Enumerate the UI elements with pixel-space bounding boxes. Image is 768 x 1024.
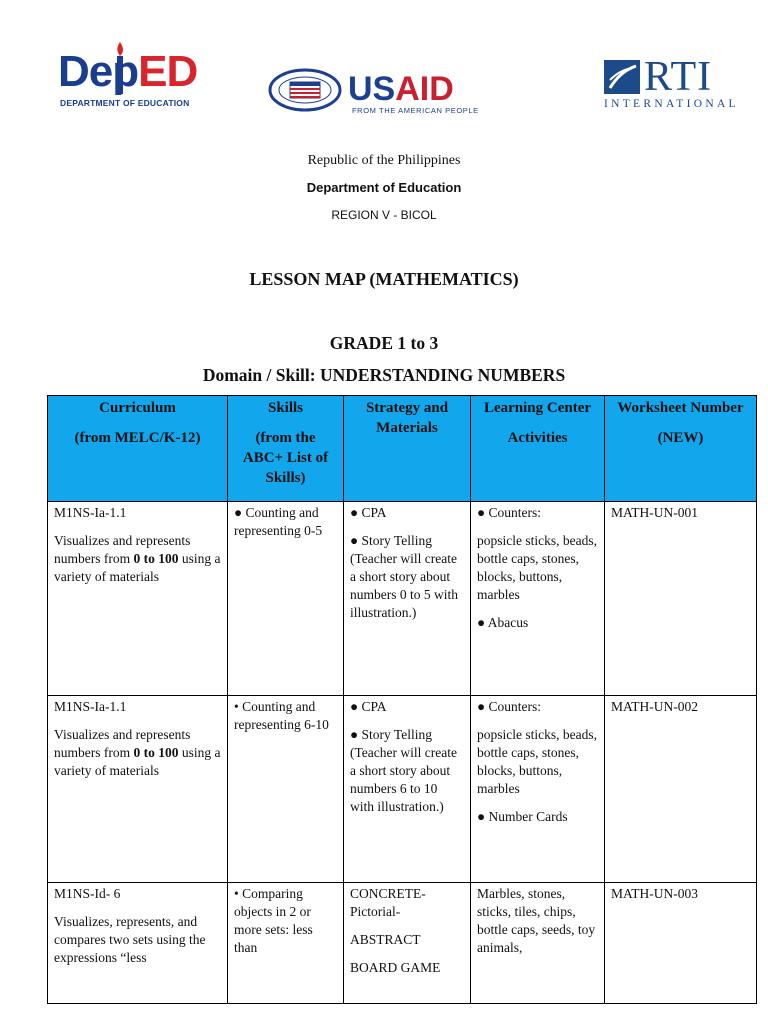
strategy-cell: CONCRETE-Pictorial- ABSTRACT BOARD GAME bbox=[344, 883, 471, 1004]
strategy-cell: ● CPA ● Story Telling (Teacher will create a short story about numbers 6 to 10 with illustration.) bbox=[344, 696, 471, 883]
document-title: LESSON MAP (MATHEMATICS) bbox=[249, 269, 519, 289]
deped-wordmark: DepED bbox=[58, 47, 198, 96]
table-row bbox=[48, 883, 757, 1004]
table-row bbox=[48, 696, 757, 883]
table-row bbox=[48, 502, 757, 696]
lesson-map-table bbox=[47, 395, 757, 1004]
skill-cell: ● Counting and representing 0-5 bbox=[228, 502, 344, 696]
usaid-tagline: FROM THE AMERICAN PEOPLE bbox=[352, 106, 479, 115]
col-header-curriculum: Curriculum (from MELC/K-12) bbox=[48, 396, 228, 502]
deped-subtitle: DEPARTMENT OF EDUCATION bbox=[60, 98, 190, 108]
domain-heading: Domain / Skill: UNDERSTANDING NUMBERS bbox=[202, 365, 566, 385]
grade-heading: GRADE 1 to 3 bbox=[329, 333, 439, 353]
skill-cell: • Comparing objects in 2 or more sets: less than bbox=[228, 883, 344, 1004]
col-header-learning-center: Learning Center Activities bbox=[471, 396, 605, 502]
department-line: Department of Education bbox=[306, 180, 462, 195]
usaid-wordmark: USAID bbox=[348, 70, 454, 108]
skill-cell: • Counting and representing 6-10 bbox=[228, 696, 344, 883]
usaid-seal-icon bbox=[268, 68, 342, 112]
table-header-row bbox=[48, 396, 757, 502]
rti-subtitle: INTERNATIONAL bbox=[604, 98, 739, 110]
activities-cell: Marbles, stones, sticks, tiles, chips, bottle caps, seeds, toy animals, bbox=[471, 883, 605, 1004]
curriculum-cell: M1NS-Ia-1.1 Visualizes and represents numbers from 0 to 100 using a variety of materials bbox=[48, 696, 228, 883]
activities-cell: ● Counters: popsicle sticks, beads, bottle caps, stones, blocks, buttons, marbles ● Abacus bbox=[471, 502, 605, 696]
worksheet-cell: MATH-UN-001 bbox=[605, 502, 757, 696]
region-line: REGION V - BICOL bbox=[331, 208, 437, 222]
activities-cell: ● Counters: popsicle sticks, beads, bottle caps, stones, blocks, buttons, marbles ● Number Cards bbox=[471, 696, 605, 883]
col-header-strategy: Strategy and Materials bbox=[344, 396, 471, 502]
rti-logo bbox=[600, 54, 740, 112]
col-header-worksheet: Worksheet Number (NEW) bbox=[605, 396, 757, 502]
usaid-logo bbox=[268, 68, 508, 114]
col-header-skills: Skills (from the ABC+ List of Skills) bbox=[228, 396, 344, 502]
rti-mark-icon bbox=[602, 58, 642, 96]
rti-wordmark: RTI bbox=[644, 54, 713, 100]
curriculum-cell: M1NS-Id- 6 Visualizes, represents, and compares two sets using the expressions “less bbox=[48, 883, 228, 1004]
republic-line: Republic of the Philippines bbox=[307, 153, 461, 168]
worksheet-cell: MATH-UN-003 bbox=[605, 883, 757, 1004]
deped-logo bbox=[58, 40, 208, 112]
curriculum-cell: M1NS-Ia-1.1 Visualizes and represents numbers from 0 to 100 using a variety of materials bbox=[48, 502, 228, 696]
strategy-cell: ● CPA ● Story Telling (Teacher will create a short story about numbers 0 to 5 with illustration.) bbox=[344, 502, 471, 696]
worksheet-cell: MATH-UN-002 bbox=[605, 696, 757, 883]
